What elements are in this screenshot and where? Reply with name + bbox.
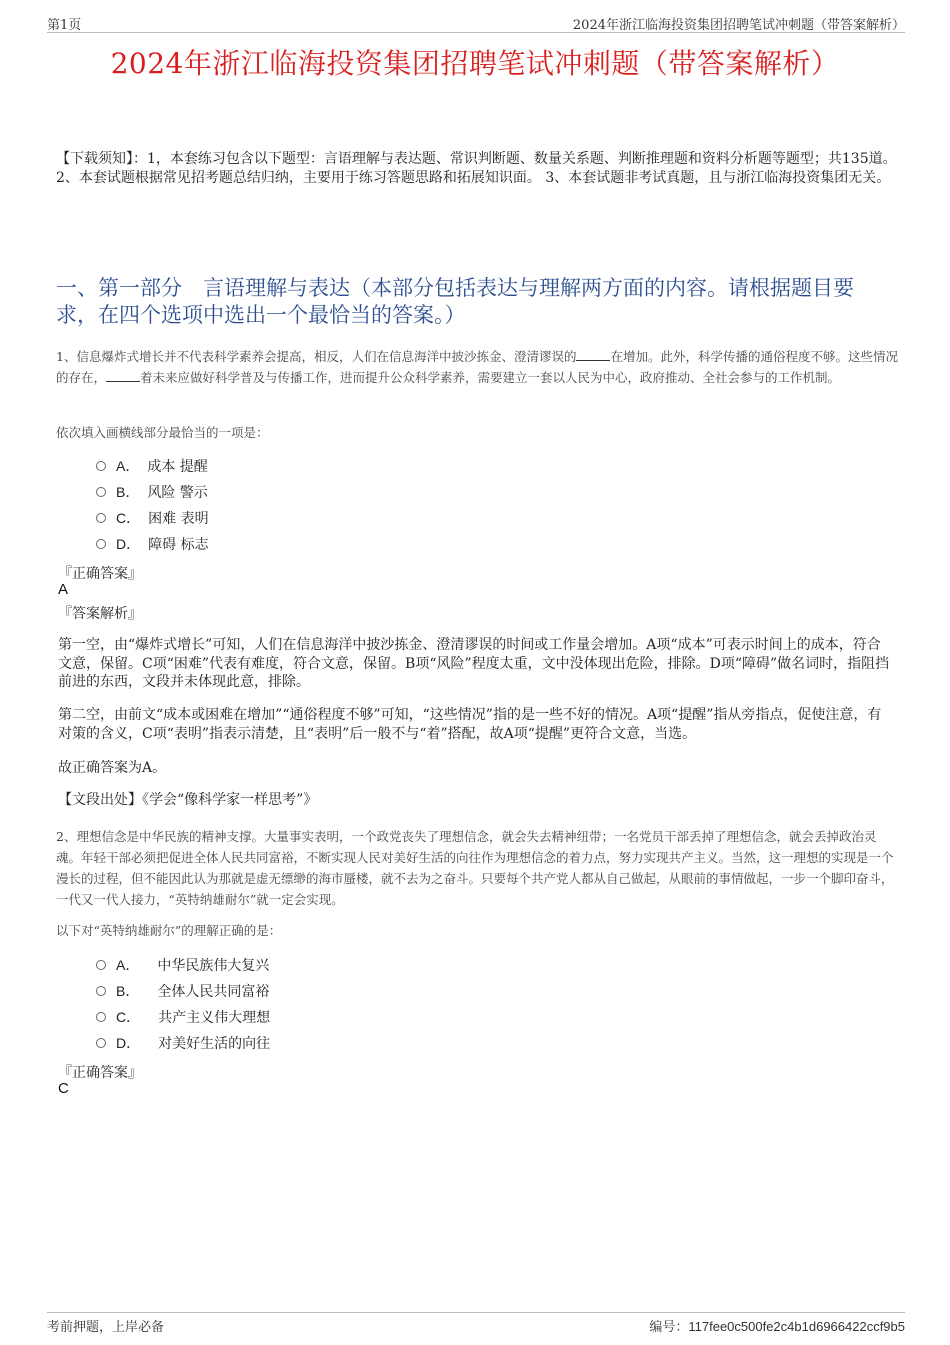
footer-slogan: 考前押题，上岸必备 (47, 1320, 165, 1335)
question-2-option-d[interactable] (96, 1030, 270, 1056)
header-doc-title: 2024年浙江临海投资集团招聘笔试冲刺题（带答案解析） (572, 18, 905, 33)
question-1-analysis-label: 『答案解析』 (58, 606, 142, 622)
question-2-answer: C (58, 1080, 69, 1097)
blank-1 (576, 348, 610, 361)
question-1-answer-label: 『正确答案』 (58, 566, 142, 582)
option-text: 风险 警示 (147, 485, 208, 501)
question-1-options (96, 453, 209, 557)
option-letter: A． (116, 957, 140, 973)
option-letter: C． (116, 510, 141, 526)
document-title: 2024年浙江临海投资集团招聘笔试冲刺题（带答案解析） (110, 47, 840, 80)
option-letter: B． (116, 484, 140, 500)
question-1-analysis-p2: 第二空，由前文“成本或困难在增加”“通俗程度不够”可知，“这些情况”指的是一些不好的情况。A项“提醒”指从旁指点，促使注意，有对策的含义，C项“表明”指表示清楚，且“表明”后一般不与“着”搭配，故A项“提醒”更符合文意，当选。 (58, 707, 882, 742)
question-2-option-b[interactable] (96, 978, 270, 1004)
page-number: 第1页 (47, 18, 82, 33)
footer-code-label: 编号： (649, 1320, 689, 1335)
radio-icon[interactable] (96, 986, 106, 996)
option-text: 困难 表明 (148, 511, 209, 527)
question-1-text-c: 着未来应做好科学普及与传播工作，进而提升公众科学素养，需要建立一套以人民为中心，政府推动、全社会参与的工作机制。 (140, 370, 841, 385)
option-text: 成本 提醒 (147, 459, 208, 475)
section-title: 一、第一部分 言语理解与表达（本部分包括表达与理解两方面的内容。请根据题目要求，在四个选项中选出一个最恰当的答案。） (56, 276, 854, 327)
question-2-answer-label: 『正确答案』 (58, 1065, 142, 1081)
question-1-prompt: 依次填入画横线部分最恰当的一项是： (56, 425, 269, 440)
radio-icon[interactable] (96, 960, 106, 970)
question-1-source: 【文段出处】《学会“像科学家一样思考”》 (58, 792, 318, 808)
option-letter: D． (116, 1035, 141, 1051)
page-footer (47, 1312, 905, 1335)
question-1-answer: A (58, 581, 69, 598)
question-1-text-a: 1、信息爆炸式增长并不代表科学素养会提高，相反，人们在信息海洋中披沙拣金、澄清谬误的 (56, 349, 577, 364)
option-letter: C． (116, 1009, 141, 1025)
question-2-option-a[interactable] (96, 952, 270, 978)
question-2-text: 2、理想信念是中华民族的精神支撑。大量事实表明，一个政党丧失了理想信念，就会失去精神纽带；一名党员干部丢掉了理想信念，就会丢掉政治灵魂。年轻干部必须把促进全体人民共同富裕，不断实现人民对美好生活的向往作为理想信念的着力点，努力实现共产主义。当然，这一理想的实现是一个漫长的过程，但不能因此认为那就是虚无缥缈的海市蜃楼，就不去为之奋斗。只要每个共产党人都从自己做起，从眼前的事情做起，一步一个脚印奋斗，一代又一代人接力，“英特纳雄耐尔”就一定会实现。 (56, 829, 894, 907)
question-1-option-a[interactable] (96, 453, 209, 479)
option-text: 全体人民共同富裕 (157, 984, 270, 1000)
question-1-text-b: 在增加。此外，科学传播的通俗程度不够。这些情况的存在， (56, 349, 898, 385)
blank-2 (106, 369, 140, 382)
question-2-options (96, 952, 270, 1056)
radio-icon[interactable] (96, 1012, 106, 1022)
question-2-option-c[interactable] (96, 1004, 270, 1030)
radio-icon[interactable] (96, 461, 106, 471)
question-2-prompt: 以下对“英特纳雄耐尔”的理解正确的是： (56, 923, 282, 938)
question-1-analysis-p3: 故正确答案为A。 (58, 760, 167, 776)
page-header (47, 14, 905, 33)
option-letter: D． (116, 536, 141, 552)
question-1-option-b[interactable] (96, 479, 209, 505)
option-letter: A． (116, 458, 140, 474)
option-text: 共产主义伟大理想 (158, 1010, 271, 1026)
question-1-text (56, 346, 898, 388)
radio-icon[interactable] (96, 539, 106, 549)
question-1-analysis-p1: 第一空，由“爆炸式增长”可知，人们在信息海洋中披沙拣金、澄清谬误的时间或工作量会增加。A项“成本”可表示时间上的成本，符合文意，保留。C项“困难”代表有难度，符合文意，保留。B项“风险”程度太重，文中没体现出危险，排除。D项“障碍”做名词时，指阻挡前进的东西，文段并未体现此意，排除。 (58, 637, 890, 690)
radio-icon[interactable] (96, 513, 106, 523)
question-1-option-c[interactable] (96, 505, 209, 531)
radio-icon[interactable] (96, 1038, 106, 1048)
option-text: 障碍 标志 (148, 537, 209, 553)
footer-code (649, 1316, 905, 1335)
option-text: 中华民族伟大复兴 (157, 958, 270, 974)
option-text: 对美好生活的向往 (158, 1036, 271, 1052)
footer-code-value: 117fee0c500fe2c4b1d6966422ccf9b5 (688, 1319, 905, 1334)
download-notice: 【下载须知】：1，本套练习包含以下题型：言语理解与表达题、常识判断题、数量关系题、判断推理题和资料分析题等题型；共135道。 2、本套试题根据常见招考题总结归纳，主要用于练习答题思路和拓展知识面。 3、本套试题非考试真题，且与浙江临海投资集团无关。 (56, 151, 897, 186)
radio-icon[interactable] (96, 487, 106, 497)
option-letter: B． (116, 983, 140, 999)
question-1-option-d[interactable] (96, 531, 209, 557)
